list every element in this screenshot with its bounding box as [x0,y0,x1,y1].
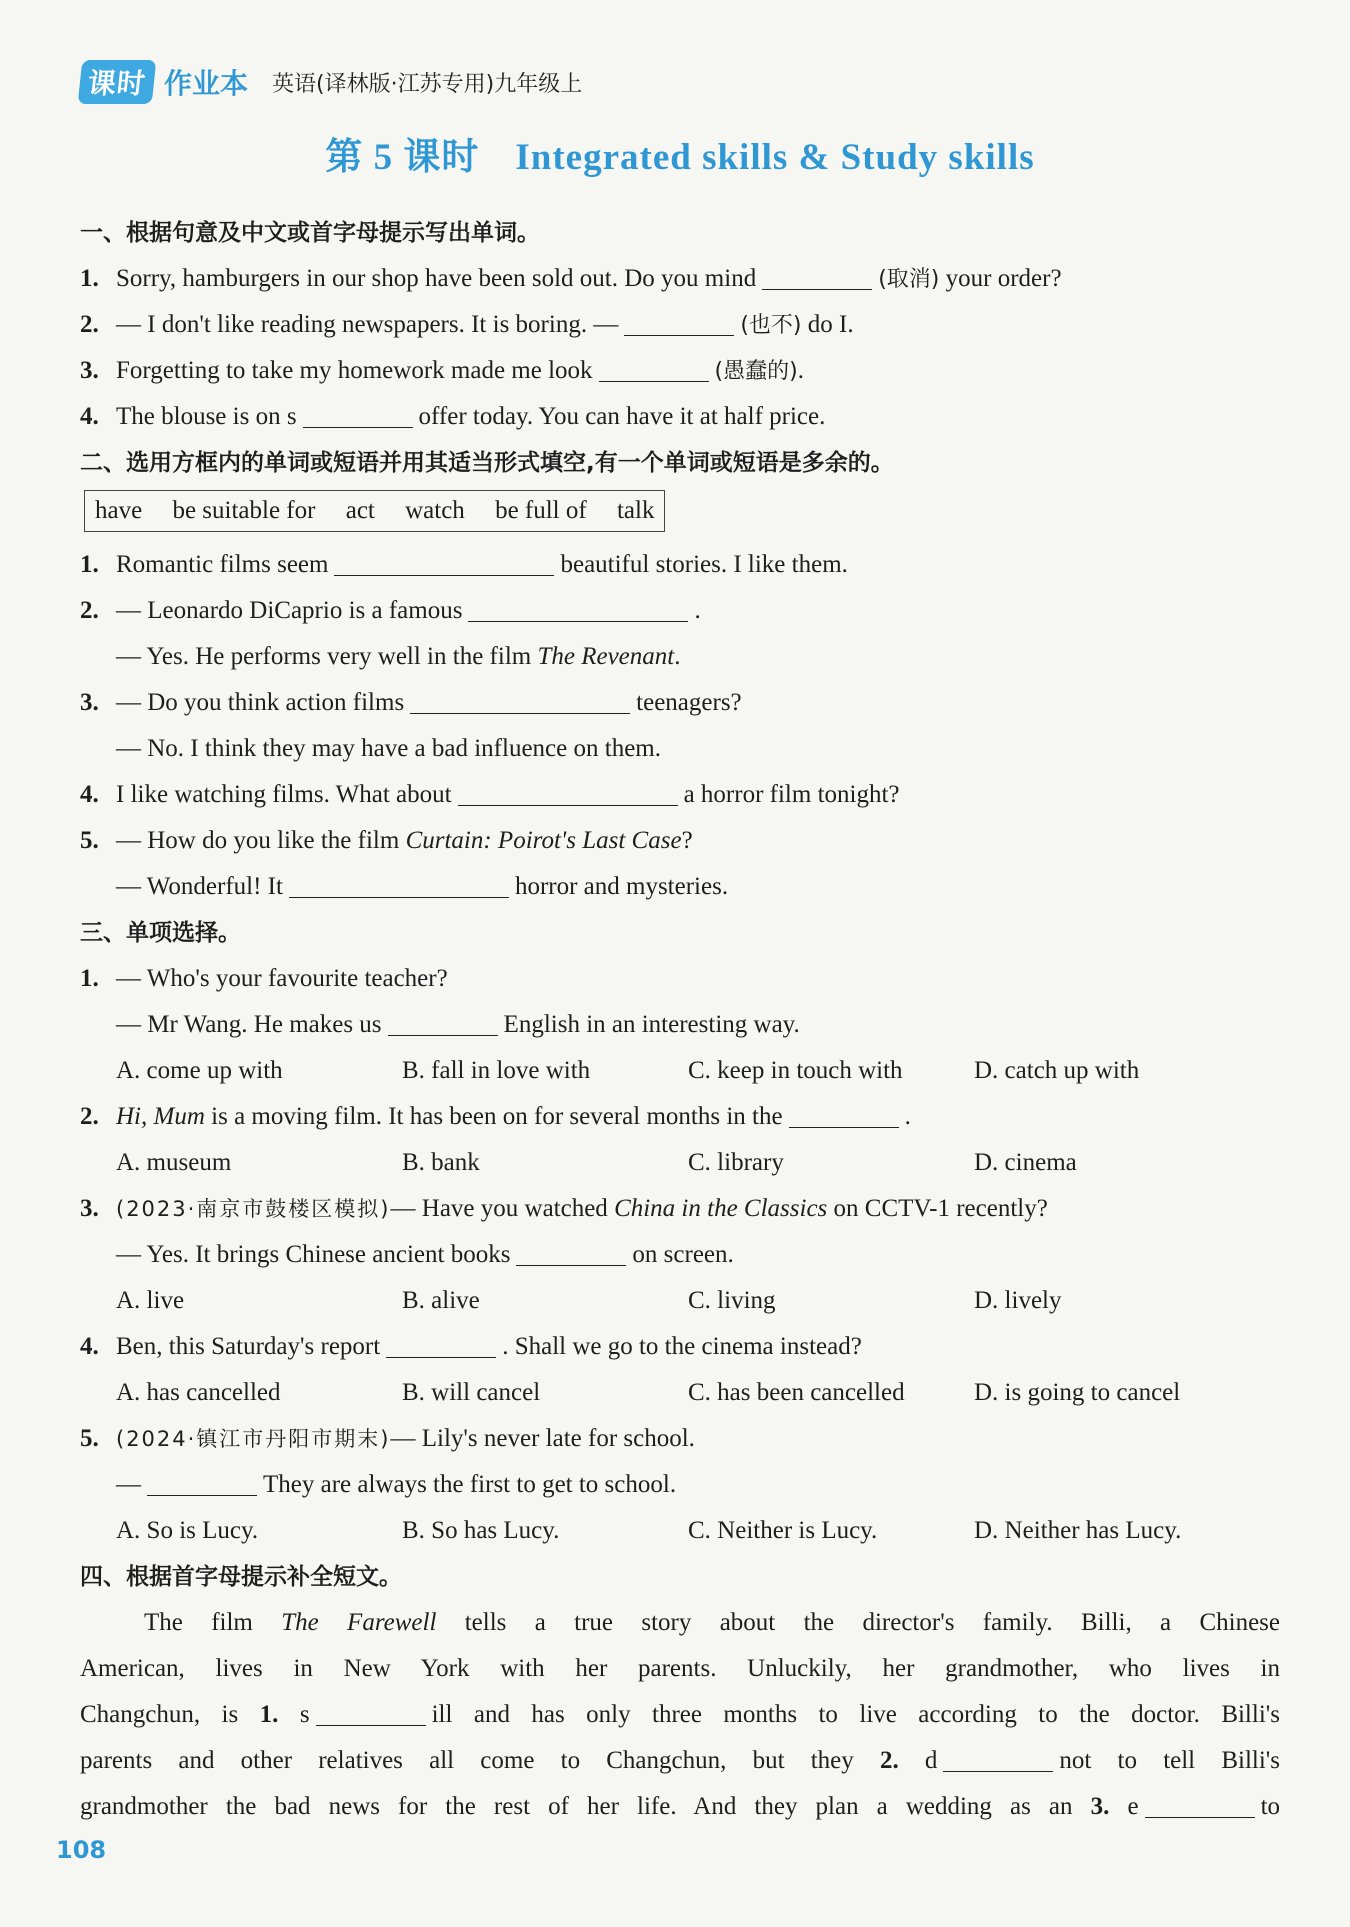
program-title: China in the Classics [614,1195,828,1222]
lesson-topic: Integrated skills & Study skills [515,137,1035,178]
question-text: The blouse is on s [116,403,297,430]
question-number: 4. [80,403,99,430]
s3-question-2-options [80,1140,1280,1186]
question-text: — Leonardo DiCaprio is a famous [116,597,463,624]
option-a[interactable]: A. live [116,1287,185,1314]
film-title: Curtain: Poirot's Last Case [405,827,682,854]
answer-blank[interactable] [599,352,709,382]
question-text: . [904,1103,911,1130]
answer-blank[interactable] [789,1098,899,1128]
s1-question-4 [80,394,1280,440]
question-text: . [694,597,701,624]
initial-letter: d [924,1747,938,1774]
film-title: The Revenant [537,643,675,670]
question-number: 2. [80,597,99,624]
s3-question-1-options [80,1048,1280,1094]
question-text: — Wonderful! It [116,873,283,900]
chinese-hint: (愚蠢的) [714,359,798,384]
s2-question-3a [80,680,1280,726]
word-option: act [345,497,375,524]
film-title: Hi, Mum [116,1103,205,1130]
question-text: offer today. You can have it at half price. [418,403,826,430]
passage-line-3 [80,1692,1280,1738]
chinese-hint: (取消) [878,267,940,292]
option-a[interactable]: A. come up with [116,1057,283,1084]
option-c[interactable]: C. keep in touch with [688,1057,903,1084]
logo: 课时 [78,60,157,104]
question-text: . [797,357,804,384]
film-title: The Farewell [281,1609,437,1636]
passage-line-1 [80,1600,1280,1646]
s2-question-4 [80,772,1280,818]
answer-blank[interactable] [147,1466,257,1496]
question-text: — Do you think action films [116,689,405,716]
section-3-heading: 三、单项选择。 [80,920,241,946]
s2-question-5b [80,864,1280,910]
question-text: is a moving film. It has been on for several months in the [211,1103,783,1130]
option-c[interactable]: C. library [688,1149,784,1176]
option-d[interactable]: D. is going to cancel [974,1379,1181,1406]
s2-question-1 [80,542,1280,588]
s1-question-1 [80,256,1280,302]
word-option: watch [405,497,465,524]
s3-question-3-line1 [80,1186,1280,1232]
question-text: I like watching films. What about [116,781,452,808]
question-text: Ben, this Saturday's report [116,1333,381,1360]
answer-blank[interactable] [303,398,413,428]
question-text: — [116,1471,141,1498]
initial-letter: s [299,1701,310,1728]
question-number: 1. [80,965,99,992]
s3-question-3-options [80,1278,1280,1324]
question-source: (2023·南京市鼓楼区模拟) [116,1197,391,1221]
lesson-title [80,126,1280,180]
question-number: 4. [80,1333,99,1360]
passage-text: not to tell Billi's [1059,1747,1281,1774]
question-number: 1. [80,265,99,292]
answer-blank[interactable] [624,306,734,336]
passage-text: grandmother the bad news for the rest of her life. And they plan a wedding as an [80,1793,1073,1820]
passage-line-4 [80,1738,1280,1784]
brand-name: 作业本 [164,67,249,100]
question-number: 2. [80,311,99,338]
question-text: They are always the first to get to school. [263,1471,677,1498]
passage-text: to [1260,1793,1281,1820]
answer-blank[interactable] [410,684,630,714]
question-text: Forgetting to take my homework made me look [116,357,593,384]
option-d[interactable]: D. catch up with [974,1057,1140,1084]
answer-blank[interactable] [289,868,509,898]
passage-text: The film [144,1609,253,1636]
question-number: 3. [80,357,99,384]
blank-number: 1. [259,1701,279,1728]
chinese-hint: (也不) [740,313,802,338]
question-text: . Shall we go to the cinema instead? [502,1333,862,1360]
s3-question-2 [80,1094,1280,1140]
question-number: 3. [80,689,99,716]
answer-blank[interactable] [334,546,554,576]
initial-letter: e [1127,1793,1139,1820]
s3-question-4-options [80,1370,1280,1416]
s2-question-2a [80,588,1280,634]
answer-blank[interactable] [388,1006,498,1036]
s3-question-5-options [80,1508,1280,1554]
section-2-heading: 二、选用方框内的单词或短语并用其适当形式填空,有一个单词或短语是多余的。 [80,450,894,476]
question-text: a horror film tonight? [683,781,900,808]
question-text: ? [681,827,693,854]
option-c[interactable]: C. Neither is Lucy. [688,1517,878,1544]
section-1-heading: 一、根据句意及中文或首字母提示写出单词。 [80,220,540,246]
word-option: talk [616,497,655,524]
lesson-number: 第 5 课时 [325,137,480,178]
option-b[interactable]: B. fall in love with [402,1057,591,1084]
s1-question-2 [80,302,1280,348]
option-b[interactable]: B. alive [402,1287,480,1314]
blank-number: 2. [879,1747,899,1774]
option-a[interactable]: A. has cancelled [116,1379,281,1406]
s2-question-2b [80,634,1280,680]
question-text: — Who's your favourite teacher? [116,965,448,992]
question-number: 2. [80,1103,99,1130]
question-text: do I. [807,311,854,338]
option-c[interactable]: C. has been cancelled [688,1379,905,1406]
word-option: be full of [495,497,587,524]
question-text: — I don't like reading newspapers. It is boring. — [116,311,619,338]
option-b[interactable]: B. bank [402,1149,480,1176]
question-text: beautiful stories. I like them. [560,551,848,578]
option-c[interactable]: C. living [688,1287,776,1314]
question-text: English in an interesting way. [503,1011,800,1038]
answer-blank[interactable] [468,592,688,622]
passage-text: tells a true story about the director's family. Billi, a Chinese [464,1609,1281,1636]
s3-question-1-line1 [80,956,1280,1002]
answer-blank[interactable] [516,1236,626,1266]
question-text: on screen. [632,1241,734,1268]
page-number: 108 [56,1836,107,1864]
s3-question-5-line2 [80,1462,1280,1508]
word-option: be suitable for [172,497,316,524]
option-a[interactable]: A. museum [116,1149,232,1176]
option-b[interactable]: B. will cancel [402,1379,541,1406]
blank-number: 3. [1090,1793,1110,1820]
question-text: — Lily's never late for school. [390,1425,695,1452]
s2-question-5a [80,818,1280,864]
question-number: 5. [80,1425,99,1452]
option-b[interactable]: B. So has Lucy. [402,1517,560,1544]
answer-blank[interactable] [386,1328,496,1358]
passage-text: parents and other relatives all come to Changchun, but they [80,1747,854,1774]
answer-blank[interactable] [762,260,872,290]
question-text: Romantic films seem [116,551,329,578]
question-number: 1. [80,551,99,578]
question-text: — Yes. It brings Chinese ancient books [116,1241,511,1268]
question-text: . [674,643,681,670]
passage-line-5 [80,1784,1280,1830]
question-text: horror and mysteries. [514,873,729,900]
answer-blank[interactable] [943,1742,1053,1772]
option-a[interactable]: A. So is Lucy. [116,1517,259,1544]
question-source: (2024·镇江市丹阳市期末) [116,1427,391,1451]
answer-blank[interactable] [316,1696,426,1726]
question-text: — Have you watched [390,1195,608,1222]
s3-question-3-line2 [80,1232,1280,1278]
s1-question-3 [80,348,1280,394]
answer-blank[interactable] [1145,1788,1255,1818]
word-box [84,490,665,532]
passage-text: ill and has only three months to live according to the doctor. Billi's [431,1701,1281,1728]
question-text: teenagers? [636,689,742,716]
option-d[interactable]: D. lively [974,1287,1062,1314]
question-number: 5. [80,827,99,854]
question-text: on CCTV-1 recently? [833,1195,1048,1222]
option-d[interactable]: D. Neither has Lucy. [974,1517,1182,1544]
answer-blank[interactable] [458,776,678,806]
question-text: — How do you like the film [116,827,400,854]
passage-line-2: American, lives in New York with her parents. Unluckily, her grandmother, who lives in [80,1655,1280,1682]
subject-label: 英语(译林版·江苏专用)九年级上 [272,71,583,97]
section-4-heading: 四、根据首字母提示补全短文。 [80,1564,402,1590]
question-text: — Mr Wang. He makes us [116,1011,382,1038]
question-text: Sorry, hamburgers in our shop have been sold out. Do you mind [116,265,757,292]
s3-question-5-line1 [80,1416,1280,1462]
page-header [80,56,1280,108]
s3-question-4 [80,1324,1280,1370]
s3-question-1-line2 [80,1002,1280,1048]
question-number: 3. [80,1195,99,1222]
question-text: — Yes. He performs very well in the film [116,643,532,670]
question-number: 4. [80,781,99,808]
s2-question-3b: — No. I think they may have a bad influence on them. [116,735,661,762]
passage-text: Changchun, is [80,1701,239,1728]
question-text: your order? [945,265,1062,292]
option-d[interactable]: D. cinema [974,1149,1077,1176]
word-option: have [95,497,143,524]
